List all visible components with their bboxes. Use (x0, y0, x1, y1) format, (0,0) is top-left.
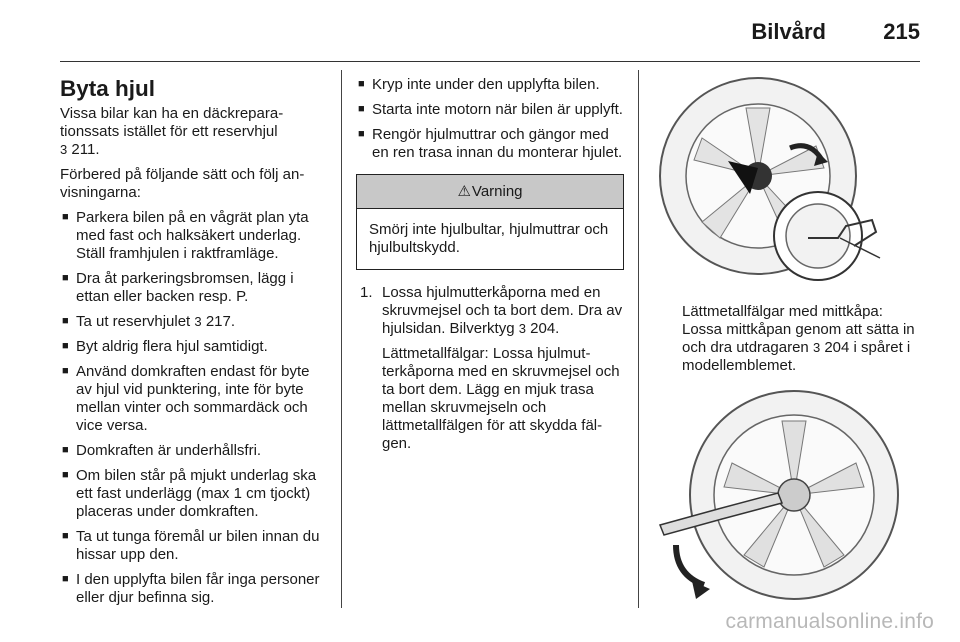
section-title: Byta hjul (60, 76, 156, 101)
list-item: ■ I den upplyfta bilen får inga personer eller djur befinna sig. (60, 571, 328, 607)
step-number: 1. (360, 284, 373, 301)
chapter-title: Bilvård (751, 19, 826, 44)
warning-text: Smörj inte hjulbultar, hjulmuttrar och hjulbultskydd. (369, 221, 609, 256)
list-item: ■ Kryp inte under den upplyfta bilen. (356, 76, 624, 94)
column-divider-2 (638, 70, 639, 608)
list-item: ■ Om bilen står på mjukt underlag ska ett fast underlägg (max 1 cm tjockt) placeras under domkraften. (60, 467, 328, 521)
page-number: 215 (883, 19, 920, 44)
column-1 (60, 76, 328, 614)
list-item: ■ Dra åt parkeringsbromsen, lägg i ettan eller backen resp. P. (60, 270, 328, 306)
list-item: ■ Parkera bilen på en vågrät plan yta med fast och halksäkert underlag. Ställ framhjulen i raktframläge. (60, 209, 328, 263)
column-divider-1 (341, 70, 342, 608)
crossref-icon[interactable]: 3 (812, 340, 821, 355)
list-item: ■ Domkraften är underhållsfri. (60, 442, 328, 460)
list-item: ■ Ta ut reservhjulet 3 217. (60, 313, 328, 331)
prep-paragraph: Förbered på följande sätt och följ anvisningarna: (60, 166, 305, 201)
list-item: ■ Rengör hjulmuttrar och gängor med en ren trasa innan du monterar hjulet. (356, 126, 624, 162)
column-2 (356, 76, 624, 460)
step-item: 1. Lossa hjulmutterkåporna med en skruvmejsel och ta bort dem. Dra av hjulsidan. Bilverktyg 3 204. Lättmetallfälgar: Lossa hjulmutterkåporna med en skruvmejsel och ta bort dem. Lägg en mjuk trasa mellan skruvmejseln och lättmetallfälgen för att skydda fälgen. (360, 284, 623, 452)
intro-paragraph: Vissa bilar kan ha en däckreparationssats istället för ett reservhjul 3 211. (60, 105, 284, 158)
figure-wheel-hub-cap (658, 385, 920, 603)
list-item: ■ Använd domkraften endast för byte av hjul vid punktering, inte för byte mellan vinter och sommardäck och vice versa. (60, 363, 328, 435)
tools-ref[interactable]: 204. (530, 320, 560, 337)
steps-list (356, 284, 624, 453)
warning-title: Varning (471, 183, 523, 200)
safety-list (356, 76, 624, 162)
warning-triangle-icon: ⚠ (457, 183, 471, 200)
prep-list (60, 209, 328, 607)
watermark: carmanualsonline.info (725, 610, 934, 633)
puller-ref[interactable]: 204 i (824, 339, 857, 356)
warning-header (357, 175, 623, 209)
crossref-icon[interactable]: 3 (60, 142, 68, 157)
page-header (60, 0, 920, 62)
list-item: ■ Ta ut tunga föremål ur bilen innan du hissar upp den. (60, 528, 328, 564)
figure-caption: Lättmetallfälgar med mittkåpa: Lossa mittkåpan genom att sätta in och dra utdragaren 3 204 i spåret i modellemblemet. (682, 303, 915, 374)
crossref-icon[interactable]: 3 (518, 321, 526, 336)
crossref-icon[interactable]: 3 (194, 314, 202, 329)
alloy-note: Lättmetallfälgar: Lossa hjulmutterkåporna med en skruvmejsel och ta bort dem. Lägg en mjuk trasa mellan skruvmejseln och lättmetallfälgen för att skydda fälgen. (382, 345, 620, 452)
figure-center-cap-wheel (658, 76, 920, 288)
spare-wheel-ref[interactable]: 217. (205, 313, 236, 330)
column-3 (658, 76, 920, 608)
intro-ref[interactable]: 211. (71, 141, 100, 158)
list-item: ■ Byt aldrig flera hjul samtidigt. (60, 338, 328, 356)
list-item: ■ Starta inte motorn när bilen är upplyft. (356, 101, 624, 119)
warning-box (356, 174, 624, 270)
